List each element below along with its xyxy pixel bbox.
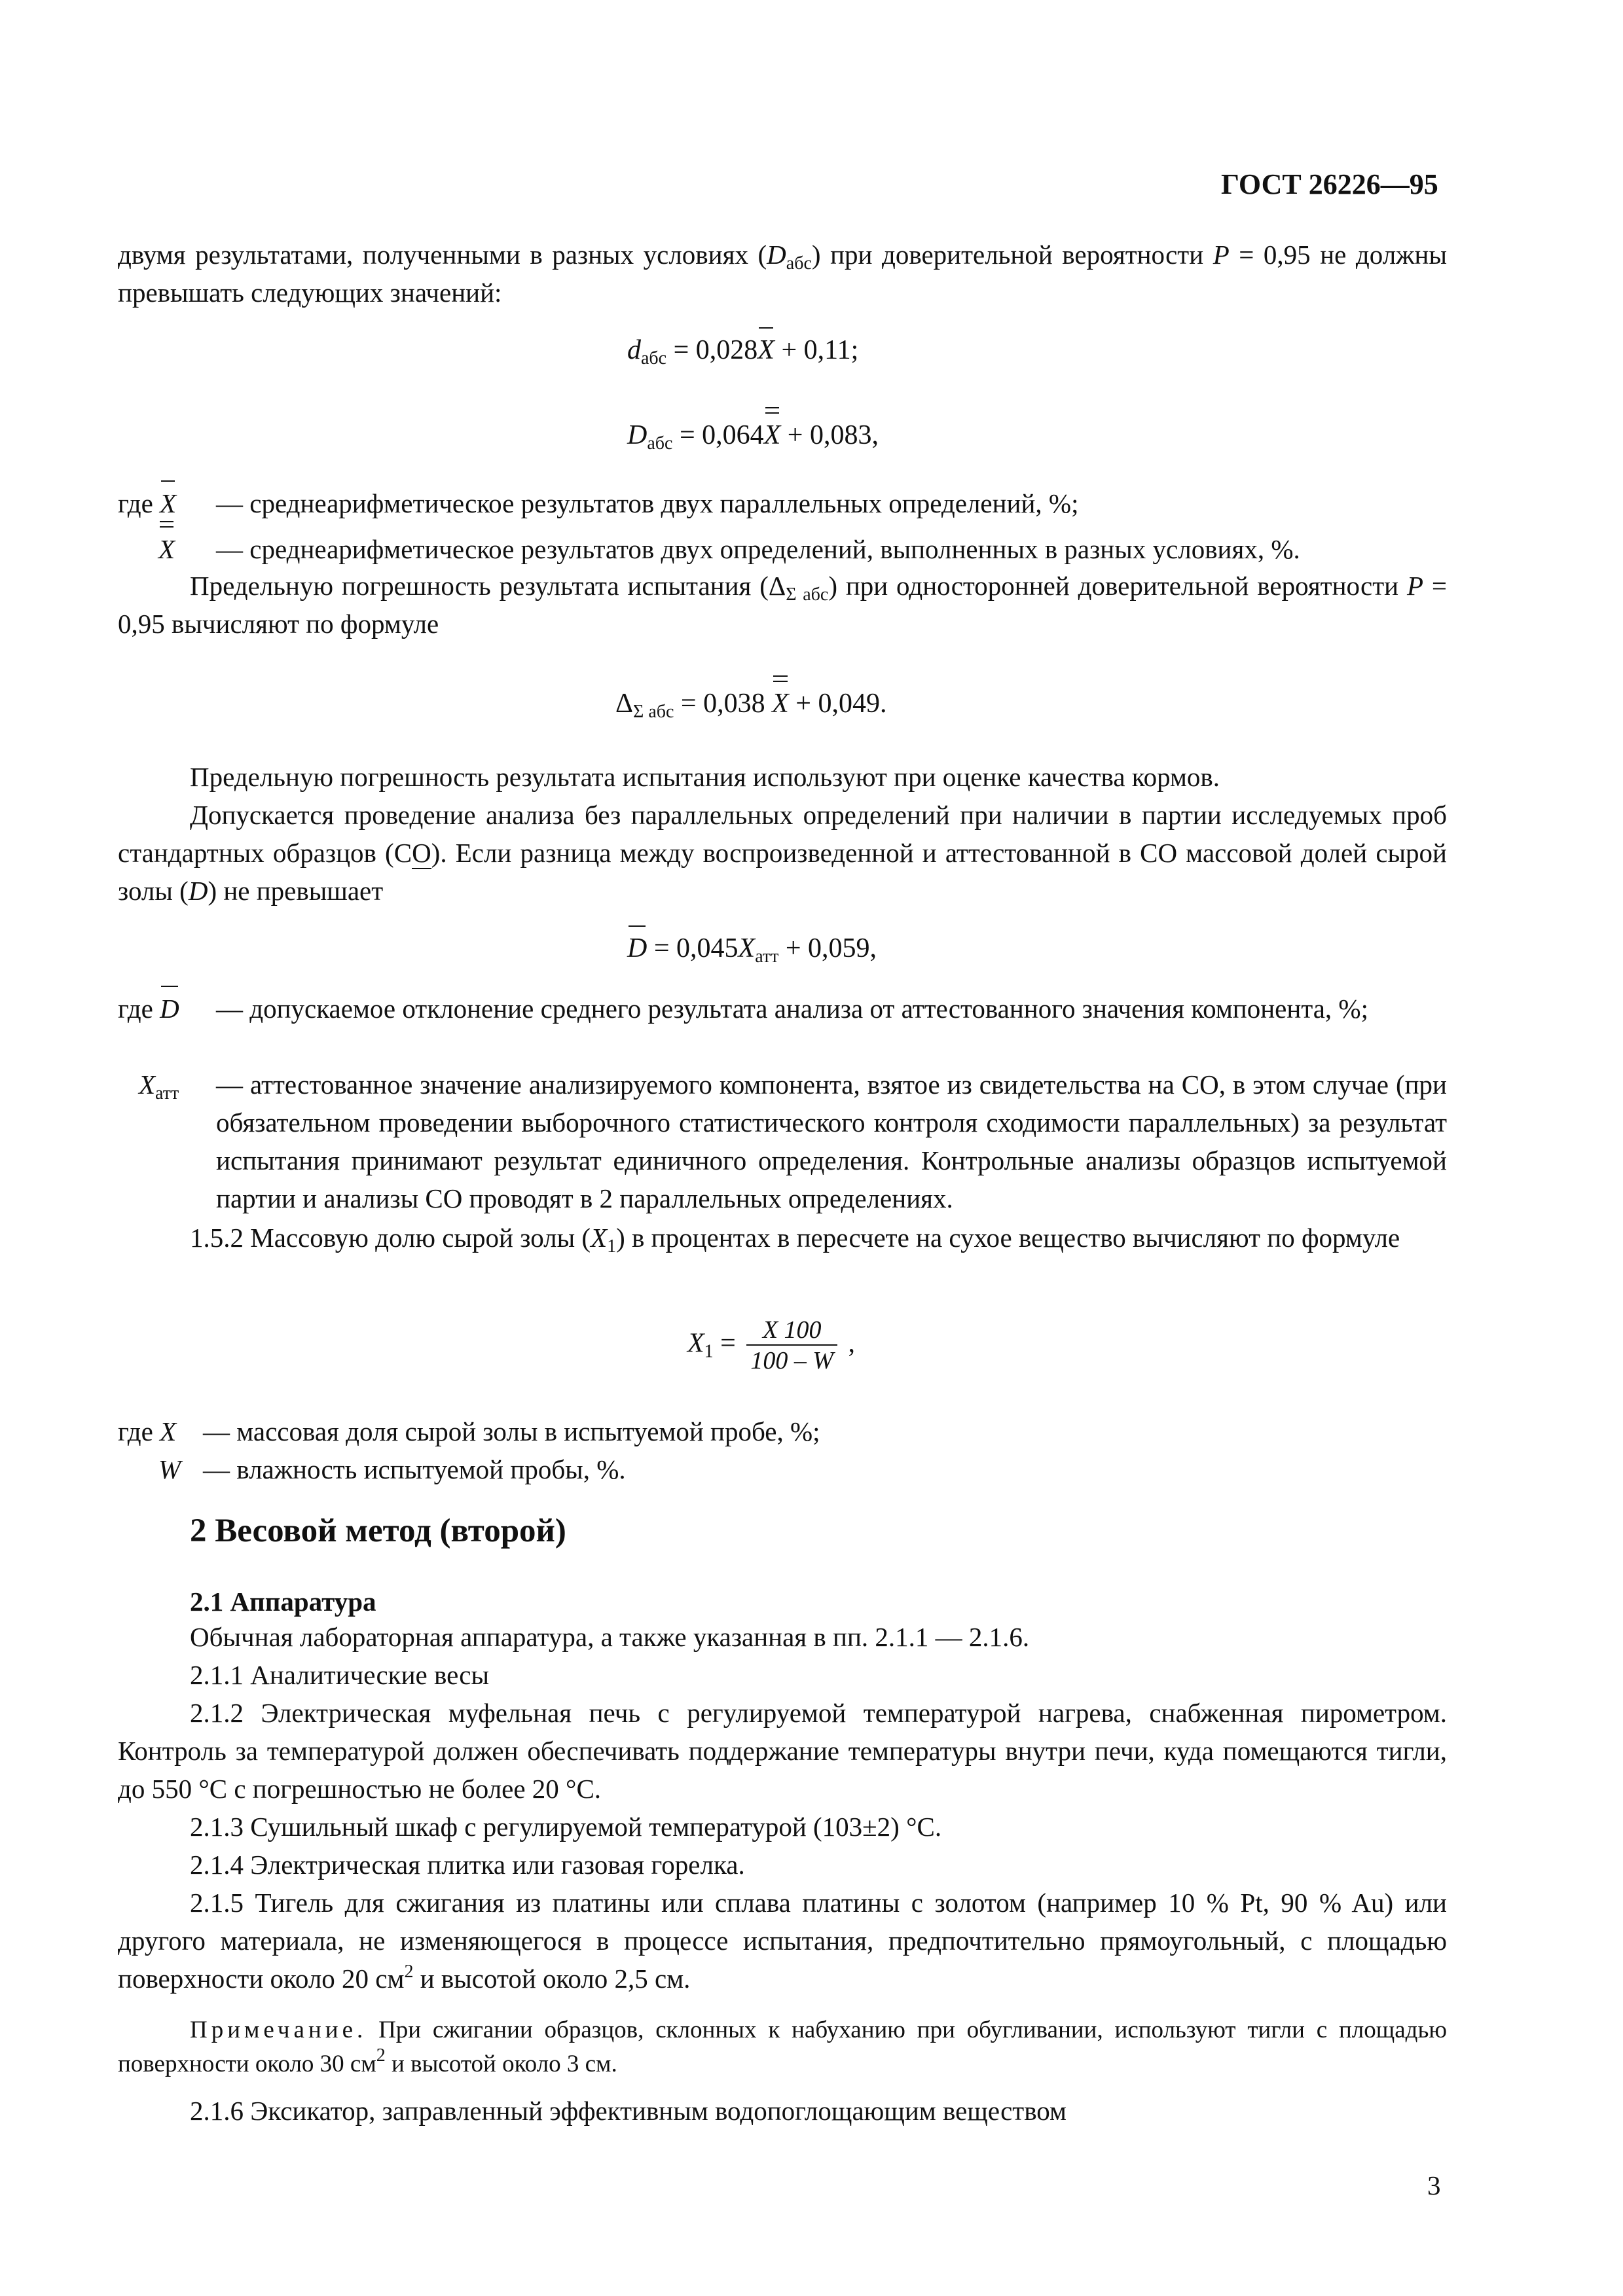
formula-X1: $X_1$ = $\frac{X 100}{100 - W}$ , (687, 1316, 855, 1374)
paragraph-1-5-2: 1.5.2 Массовую долю сырой золы $(X_1)$ в процентах в пересчете на сухое вещество вычисляют по формуле (190, 1223, 1400, 1257)
allowed-paragraph: Допускается проведение анализа без параллельных определений при наличии в партии исследуемых проб стандартных образцов (СО). Если разница между воспроизведенной и аттестованной в СО массовой долей сырой золы (D) не превышает (118, 800, 1448, 906)
page-number: 3 (1427, 2170, 1441, 2200)
formula-D-dev: $D = 0,045X_{атт} + 0,059$, (627, 929, 877, 967)
use-paragraph: Предельную погрешность результата испытания используют при оценке качества кормов. (190, 762, 1220, 792)
item-2-1-6: 2.1.6 Эксикатор, заправленный эффективным водопоглощающим веществом (190, 2096, 1067, 2126)
item-2-1-2: 2.1.2 Электрическая муфельная печь с регулируемой температурой нагрева, снабженная пирометром. Контроль за температурой должен обеспечивать поддержание температуры внутри печи, куда помещаются тигли, до 550 °С с погрешностью не более 20 °С. (118, 1698, 1447, 1804)
formula-D-abs: $D_{абс} = 0,064X + 0,083$, (627, 416, 879, 454)
item-2-1-5: 2.1.5 Тигель для сжигания из платины или сплава платины с золотом (например 10 % Pt, 90 % Au) или другого материала, не изменяющегося в процессе испытания, предпочтительно прямоугольный, с площадью поверхности около 20 $см^2$ и высотой около 2,5 см. (118, 1888, 1447, 1994)
document-code: ГОСТ 26226—95 (1221, 168, 1438, 200)
item-2-1-3: 2.1.3 Сушильный шкаф с регулируемой температурой (103±2) °С. (190, 1812, 942, 1842)
item-2-1-4: 2.1.4 Электрическая плитка или газовая горелка. (190, 1850, 745, 1880)
where-D-dev: где D — допускаемое отклонение среднего результата анализа от аттестованного значения компонента, %; (118, 990, 1447, 1066)
intro-paragraph: двумя результатами, полученными в разных условиях $(D_{абс})$ при доверительной вероятности P = 0,95 не должны превышать следующих значений: (118, 240, 1447, 308)
limit-paragraph: Предельную погрешность результата испытания $(\Delta_{\Sigma абс})$ при односторонней доверительной вероятности P = 0,95 вычисляют по формуле (118, 571, 1448, 639)
where-X-att: $X_{атт}$ — аттестованное значение анализируемого компонента, взятое из свидетельства на СО, в этом случае (при обязательном проведении выборочного статистического контроля сходимости параллельных) за результат испытания принимают результат единичного определения. Контрольные анализы образцов испытуемой партии и анализы СО проводят в 2 параллельных определениях. (139, 1069, 1447, 1213)
where-X: где X — массовая доля сырой золы в испытуемой пробе, %; (118, 1416, 820, 1446)
apparatus-lead: Обычная лабораторная аппаратура, а также указанная в пп. 2.1.1 — 2.1.6. (190, 1622, 1030, 1652)
section-2-heading: 2 Весовой метод (второй) (190, 1513, 566, 1549)
item-2-1-1: 2.1.1 Аналитические весы (190, 1660, 490, 1690)
where-W: W — влажность испытуемой пробы, %. (158, 1454, 626, 1484)
note: Примечание. При сжигании образцов, склонных к набуханию при обугливании, используют тигли с площадью поверхности около 30 $см^2$ и высотой около 3 см. (118, 2017, 1447, 2077)
where-x-double-mean: X — среднеарифметическое результатов двух определений, выполненных в разных условиях, %. (118, 530, 1447, 568)
where-x-mean: где X — среднеарифметическое результатов двух параллельных определений, %; (118, 484, 1447, 522)
subsection-2-1-heading: 2.1 Аппаратура (190, 1587, 376, 1617)
formula-delta: $\Delta_{\Sigma абс} = 0,038$ X + 0,049. (615, 685, 886, 723)
formula-d-abs: $d_{абс} = 0,028X + 0,11$; (627, 331, 858, 369)
